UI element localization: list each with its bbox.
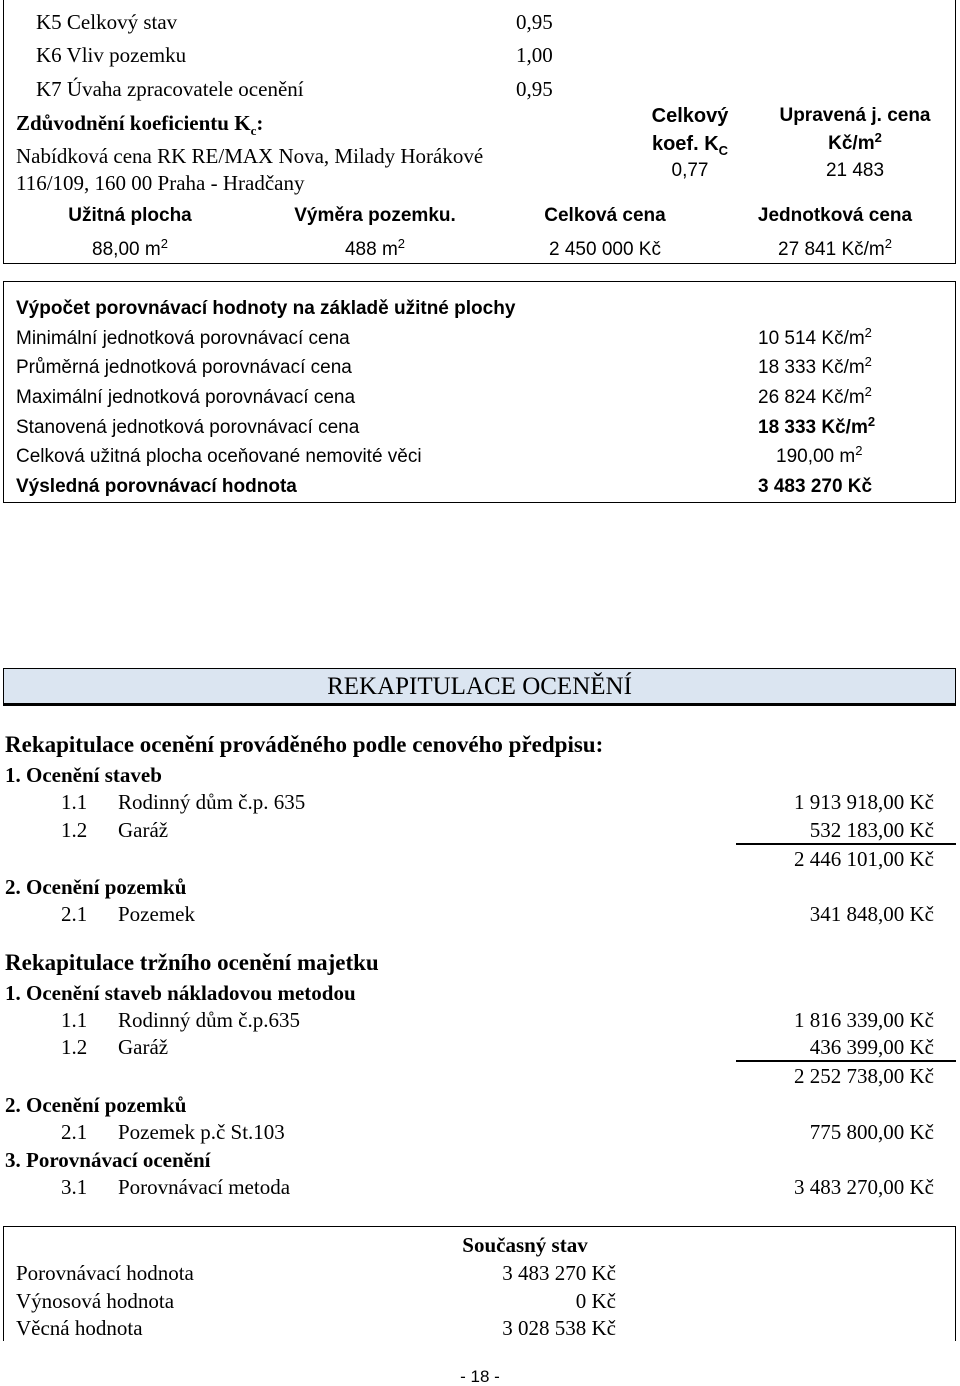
comparison-row-min-value xyxy=(758,325,872,350)
comparison-row-set-label: Stanovená jednotková porovnávací cena xyxy=(16,417,360,438)
adjusted-price-header-2-text: Kč/m xyxy=(828,133,875,154)
adjusted-price-header-2-sup: 2 xyxy=(874,130,882,145)
comparison-row-area-sup: 2 xyxy=(855,443,863,458)
justification-title-sub: c xyxy=(250,123,257,139)
recap-s2-heading-buildings: 1. Ocenění staveb nákladovou metodou xyxy=(5,981,356,1005)
coef-row-k6-value: 1,00 xyxy=(516,43,553,67)
justification-title-end: : xyxy=(256,111,264,135)
kc-header-2-text: koef. K xyxy=(651,133,719,155)
justification-line-1: Nabídková cena RK RE/MAX Nova, Milady Horákové xyxy=(16,144,484,168)
page-number: - 18 - xyxy=(460,1367,500,1386)
comparison-row-area-label: Celková užitná plocha oceňované nemovité věci xyxy=(16,446,422,467)
comparison-row-avg-label: Průměrná jednotková porovnávací cena xyxy=(16,357,352,378)
summary-value-unit-sup: 2 xyxy=(884,236,892,251)
current-state-header: Současný stav xyxy=(462,1233,588,1257)
summary-header-total: Celková cena xyxy=(544,205,666,226)
recap-s2-row3-label: Pozemek p.č St.103 xyxy=(118,1120,285,1144)
comparison-row-result-value: 3 483 270 Kč xyxy=(758,476,873,497)
recap-s1-row3-num: 2.1 xyxy=(61,902,88,926)
justification-line-2: 116/109, 160 00 Praha - Hradčany xyxy=(16,171,305,195)
recap-section1-title: Rekapitulace ocenění prováděného podle cenového předpisu: xyxy=(5,732,604,757)
recap-s2-row2-value: 436 399,00 Kč xyxy=(809,1035,934,1059)
summary-value-total: 2 450 000 Kč xyxy=(549,239,661,260)
recap-banner xyxy=(3,668,956,706)
recap-s2-row4-value: 3 483 270,00 Kč xyxy=(794,1175,934,1199)
summary-value-land-sup: 2 xyxy=(397,236,406,251)
comparison-row-max-sup: 2 xyxy=(864,384,872,399)
recap-s1-heading-buildings: 1. Ocenění staveb xyxy=(5,763,162,787)
recap-s1-heading-land: 2. Ocenění pozemků xyxy=(5,875,187,899)
summary-header-unit: Jednotková cena xyxy=(757,205,913,226)
comparison-row-min-sup: 2 xyxy=(864,325,872,340)
summary-value-land xyxy=(260,236,490,261)
coef-block-right-border xyxy=(955,0,956,264)
recap-s2-row3-value: 775 800,00 Kč xyxy=(809,1120,934,1144)
current-state-row2-label: Výnosová hodnota xyxy=(16,1289,175,1313)
coef-row-k5-label: K5 Celkový stav xyxy=(36,10,178,34)
comparison-row-area-value xyxy=(776,443,863,468)
comparison-row-avg-value-text: 18 333 Kč/m xyxy=(758,357,865,378)
recap-s2-row1-num: 1.1 xyxy=(61,1008,88,1032)
comparison-row-set-value xyxy=(758,414,876,439)
comparison-row-max-value-text: 26 824 Kč/m xyxy=(758,387,865,408)
recap-s1-sum: 2 446 101,00 Kč xyxy=(794,847,934,871)
recap-s1-row3-label: Pozemek xyxy=(118,902,195,926)
recap-s1-sum-line xyxy=(736,843,956,845)
comparison-row-min-value-text: 10 514 Kč/m xyxy=(758,328,865,349)
recap-s1-row2-label: Garáž xyxy=(118,818,169,842)
current-state-row2-value: 0 Kč xyxy=(575,1289,616,1313)
kc-header-2-sub: C xyxy=(718,143,729,158)
adjusted-price-header-1: Upravená j. cena xyxy=(779,105,931,126)
recap-s2-row1-label: Rodinný dům č.p.635 xyxy=(118,1008,300,1032)
comparison-title: Výpočet porovnávací hodnoty na základě užitné plochy xyxy=(16,298,516,319)
summary-header-area: Užitná plocha xyxy=(68,205,192,226)
recap-banner-title: REKAPITULACE OCENĚNÍ xyxy=(327,673,632,700)
recap-s2-row2-num: 1.2 xyxy=(61,1035,88,1059)
recap-s2-row2-label: Garáž xyxy=(118,1035,169,1059)
adjusted-price-header-2 xyxy=(760,130,950,155)
current-state-row1-label: Porovnávací hodnota xyxy=(16,1261,194,1285)
recap-s2-row3-num: 2.1 xyxy=(61,1120,88,1144)
coef-row-k7-value: 0,95 xyxy=(516,77,553,101)
current-state-right-border xyxy=(955,1226,956,1341)
justification-title-text: Zdůvodnění koeficientu K xyxy=(16,111,251,135)
current-state-left-border xyxy=(3,1226,4,1341)
coef-block-left-border xyxy=(3,0,4,264)
comparison-row-max-label: Maximální jednotková porovnávací cena xyxy=(16,387,356,408)
coef-row-k6-label: K6 Vliv pozemku xyxy=(36,43,187,67)
comparison-row-set-sup: 2 xyxy=(867,414,876,429)
current-state-top-border xyxy=(3,1226,956,1227)
coef-row-k5-value: 0,95 xyxy=(516,10,553,34)
summary-value-area-sup: 2 xyxy=(160,236,168,251)
recap-s1-row2-num: 1.2 xyxy=(61,818,88,842)
summary-value-unit xyxy=(720,236,950,261)
kc-header-2 xyxy=(630,133,750,158)
recap-s2-heading-comparison: 3. Porovnávací ocenění xyxy=(5,1148,211,1172)
recap-s1-row1-num: 1.1 xyxy=(61,790,88,814)
kc-header-1: Celkový xyxy=(651,105,729,127)
coef-block-bottom-border xyxy=(3,263,956,264)
current-state-row1-value: 3 483 270 Kč xyxy=(502,1261,616,1285)
summary-value-land-text: 488 m xyxy=(344,239,398,260)
comparison-row-max-value xyxy=(758,384,872,409)
coef-row-k7-label: K7 Úvaha zpracovatele ocenění xyxy=(36,77,304,101)
recap-s2-row4-num: 3.1 xyxy=(61,1175,88,1199)
recap-s1-row1-label: Rodinný dům č.p. 635 xyxy=(118,790,306,814)
recap-s1-row2-value: 532 183,00 Kč xyxy=(809,818,934,842)
recap-s2-row4-label: Porovnávací metoda xyxy=(118,1175,291,1199)
kc-value: 0,77 xyxy=(671,160,709,181)
current-state-row3-label: Věcná hodnota xyxy=(16,1316,143,1340)
recap-s1-row1-value: 1 913 918,00 Kč xyxy=(794,790,934,814)
current-state-row3-value: 3 028 538 Kč xyxy=(502,1316,616,1340)
comparison-row-avg-sup: 2 xyxy=(864,354,872,369)
recap-s1-row3-value: 341 848,00 Kč xyxy=(809,902,934,926)
recap-section2-title: Rekapitulace tržního ocenění majetku xyxy=(5,950,379,975)
adjusted-price-value: 21 483 xyxy=(825,160,885,181)
justification-title xyxy=(16,111,263,139)
recap-s2-row1-value: 1 816 339,00 Kč xyxy=(794,1008,934,1032)
comparison-row-result-label: Výsledná porovnávací hodnota xyxy=(16,476,297,497)
comparison-row-set-value-text: 18 333 Kč/m xyxy=(758,417,868,438)
summary-header-land: Výměra pozemku. xyxy=(294,205,456,226)
summary-value-area xyxy=(20,236,240,261)
recap-s2-heading-land: 2. Ocenění pozemků xyxy=(5,1093,187,1117)
recap-s2-sum-line xyxy=(736,1060,956,1062)
comparison-row-min-label: Minimální jednotková porovnávací cena xyxy=(16,328,350,349)
comparison-row-avg-value xyxy=(758,354,872,379)
comparison-row-area-value-text: 190,00 m xyxy=(776,446,856,467)
recap-s2-sum: 2 252 738,00 Kč xyxy=(794,1064,934,1088)
summary-value-unit-text: 27 841 Kč/m xyxy=(778,239,885,260)
summary-value-area-text: 88,00 m xyxy=(92,239,161,260)
